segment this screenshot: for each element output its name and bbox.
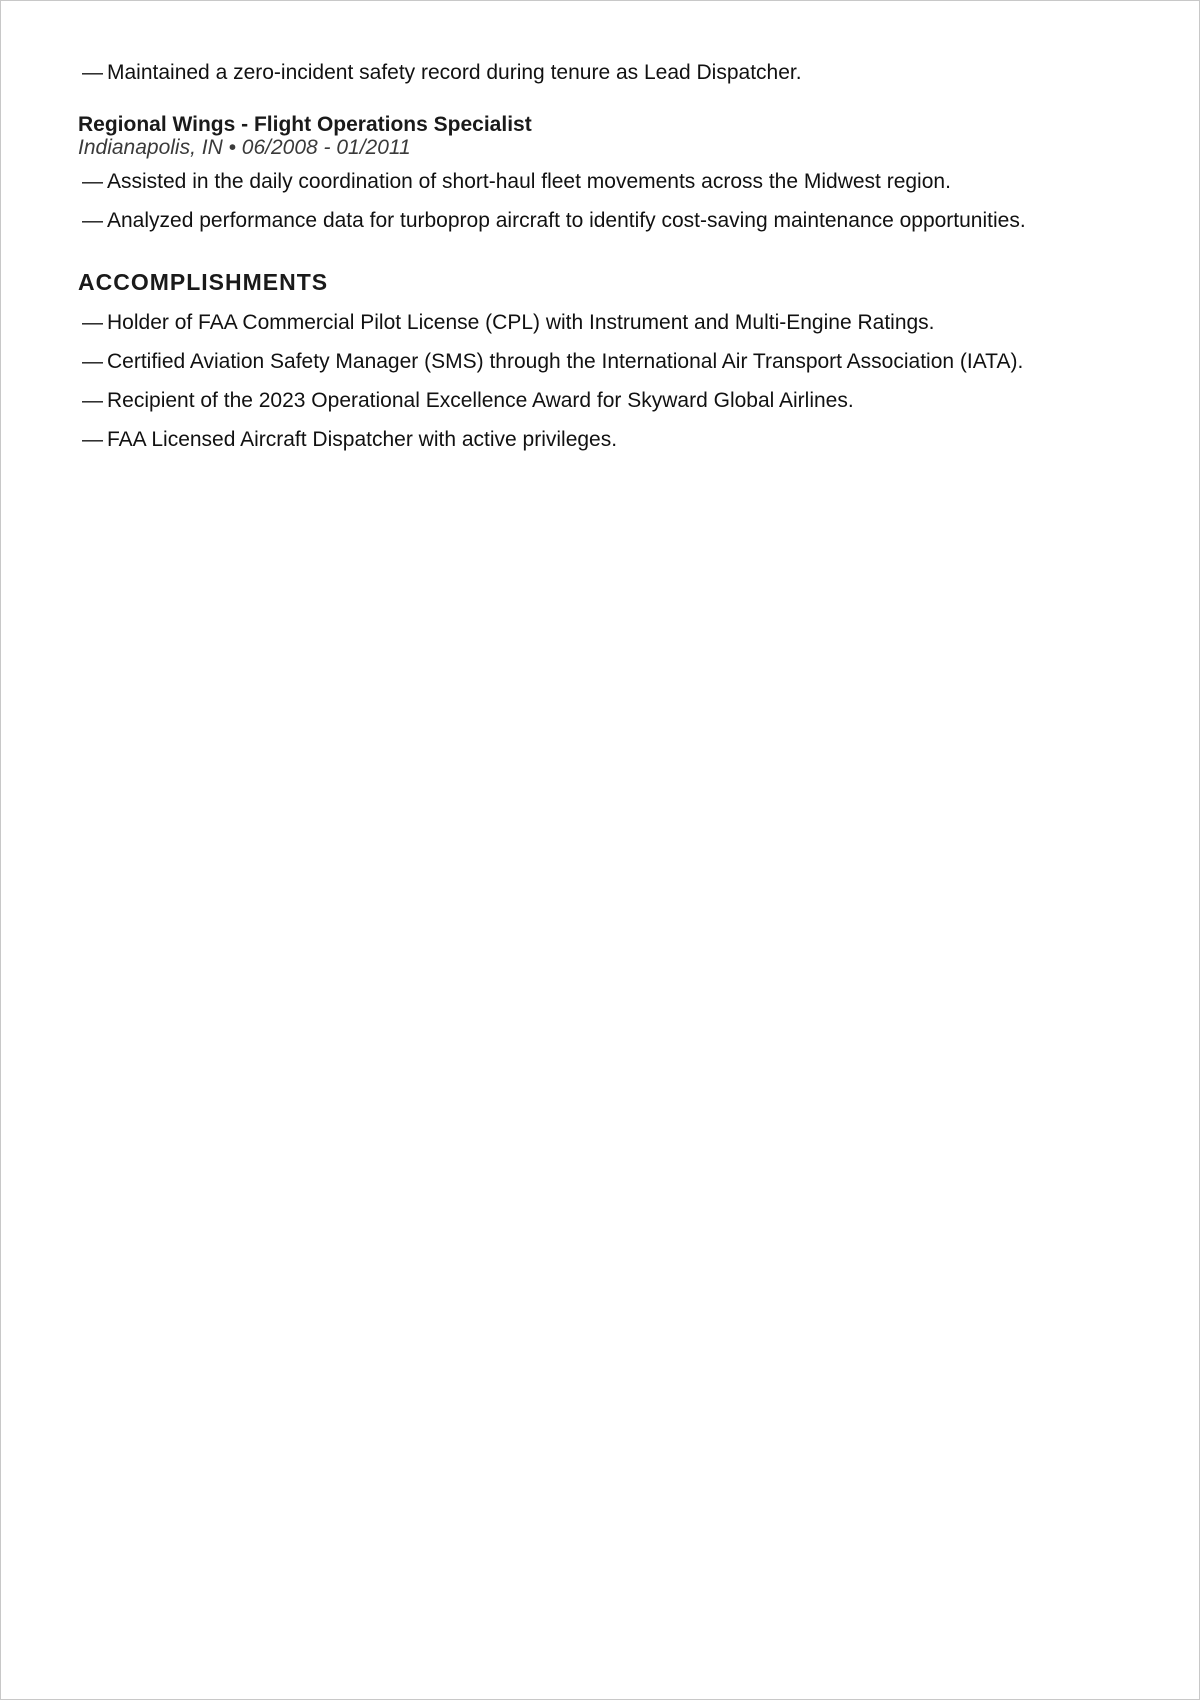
dash-bullet-icon: — [82, 389, 103, 412]
job-entry [78, 113, 1139, 235]
bullet-text: Certified Aviation Safety Manager (SMS) through the International Air Transport Association (IATA). [107, 350, 1024, 373]
accomplishments-list [78, 309, 1139, 454]
bullet-text: Recipient of the 2023 Operational Excellence Award for Skyward Global Airlines. [107, 389, 854, 412]
dash-bullet-icon: — [82, 350, 103, 373]
dash-bullet-icon: — [82, 170, 103, 193]
resume-content [78, 59, 1139, 465]
bullet-item [82, 309, 1139, 337]
bullet-text: Assisted in the daily coordination of short-haul fleet movements across the Midwest region. [107, 170, 951, 193]
bullet-item [82, 207, 1139, 235]
previous-job-bullets [78, 59, 1139, 87]
bullet-item [82, 426, 1139, 454]
section-heading-accomplishments: ACCOMPLISHMENTS [78, 269, 329, 295]
dash-bullet-icon: — [82, 428, 103, 451]
bullet-item [82, 387, 1139, 415]
dash-bullet-icon: — [82, 61, 103, 84]
job-location-dates: Indianapolis, IN • 06/2008 - 01/2011 [78, 136, 411, 159]
bullet-text: Holder of FAA Commercial Pilot License (CPL) with Instrument and Multi-Engine Ratings. [107, 311, 935, 334]
job-title: Regional Wings - Flight Operations Specialist [78, 113, 532, 136]
dash-bullet-icon: — [82, 311, 103, 334]
bullet-item [82, 168, 1139, 196]
dash-bullet-icon: — [82, 209, 103, 232]
bullet-item [82, 348, 1139, 376]
bullet-text: Maintained a zero-incident safety record during tenure as Lead Dispatcher. [107, 61, 802, 84]
bullet-item [82, 59, 1139, 87]
bullet-text: Analyzed performance data for turboprop aircraft to identify cost-saving maintenance opportunities. [107, 209, 1026, 232]
bullet-text: FAA Licensed Aircraft Dispatcher with active privileges. [107, 428, 618, 451]
